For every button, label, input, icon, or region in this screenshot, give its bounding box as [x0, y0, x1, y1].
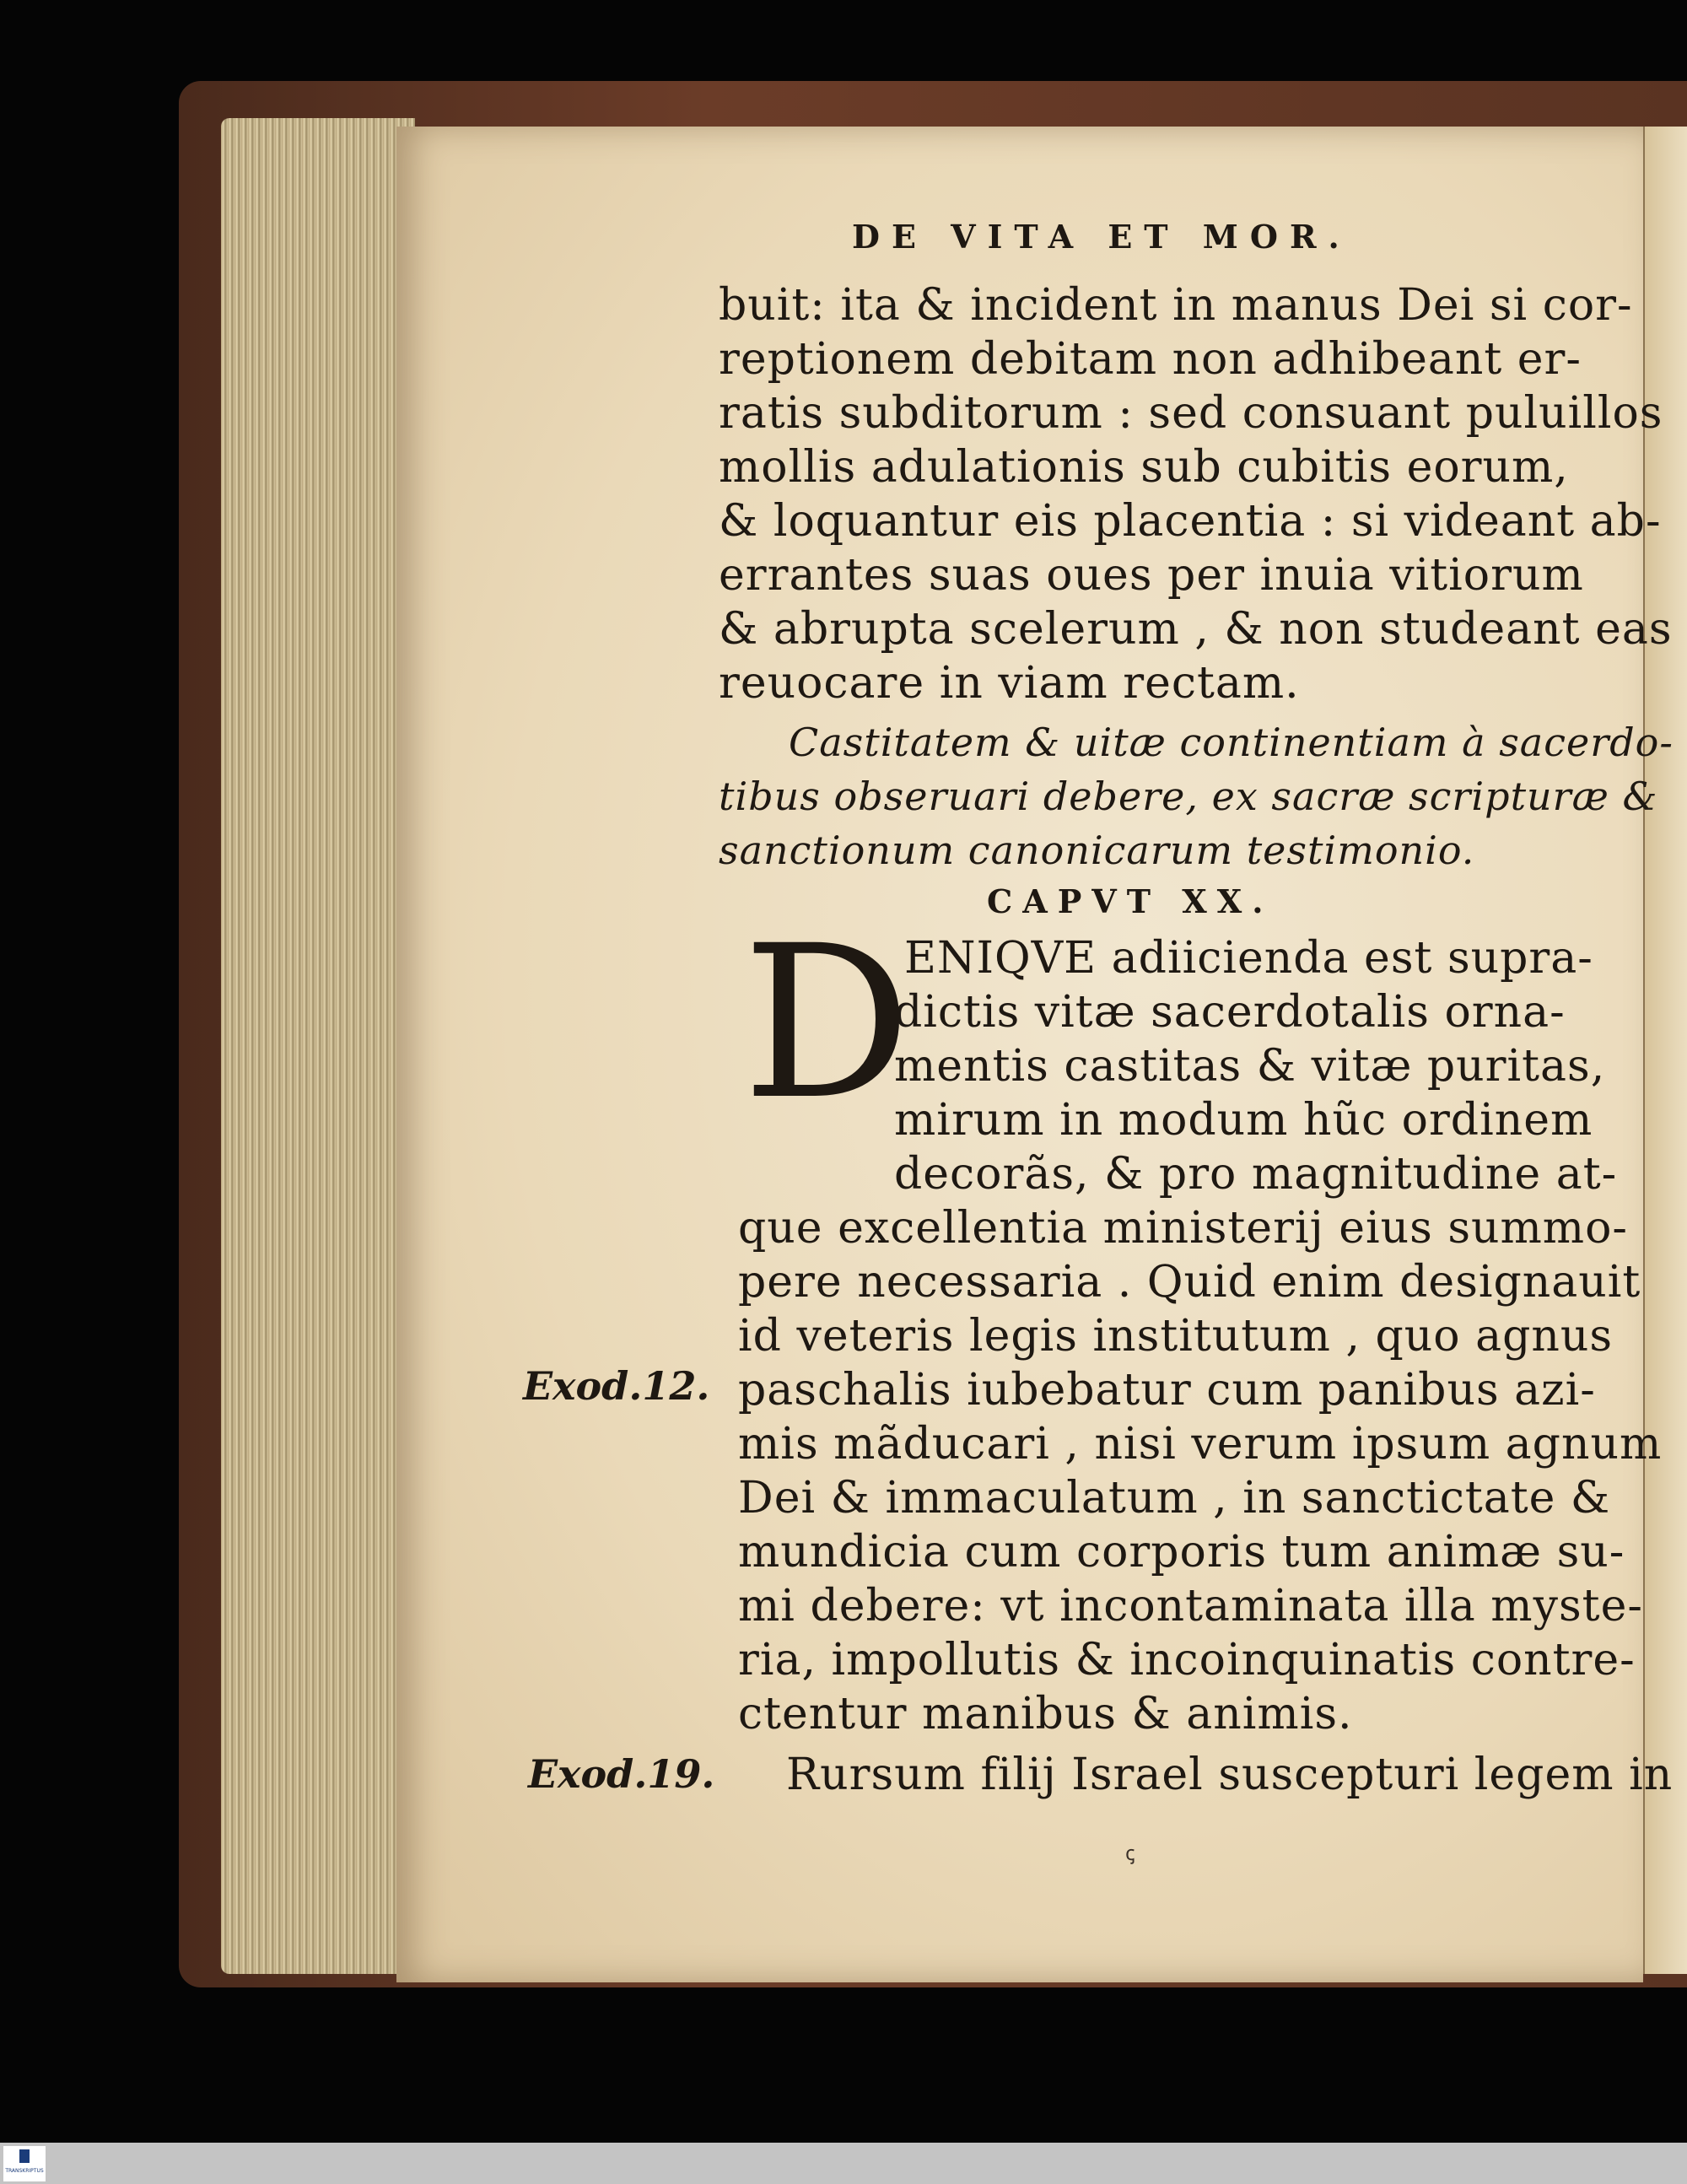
- text-line: mollis adulationis sub cubitis eorum,: [719, 442, 1569, 493]
- chapter-summary-line: sanctionum canonicarum testimonio.: [719, 828, 1475, 873]
- text-line: errantes suas oues per inuia vitiorum: [719, 550, 1584, 601]
- margin-note: Exod.12.: [523, 1363, 710, 1409]
- text-line: decorãs, & pro magnitudine at-: [894, 1149, 1618, 1200]
- text-line: ria, impollutis & incoinquinatis contre-: [738, 1635, 1636, 1685]
- text-line: ratis subditorum : sed consuant puluillos: [719, 388, 1663, 439]
- chapter-heading: CAPVT XX.: [987, 882, 1274, 920]
- text-line: reptionem debitam non adhibeant er-: [719, 334, 1582, 385]
- chapter-summary-line: Castitatem & uitæ continentiam à sacerdo-: [789, 720, 1674, 765]
- text-line: reuocare in viam rectam.: [719, 658, 1300, 709]
- text-line: & loquantur eis placentia : si videant ab-: [719, 496, 1662, 547]
- page-edges: [221, 118, 415, 1974]
- viewer-footer-bar: [0, 2143, 1687, 2184]
- text-line: mirum in modum hũc ordinem: [894, 1095, 1593, 1146]
- text-line: que excellentia ministerij eius summo-: [738, 1203, 1628, 1254]
- text-line: paschalis iubebatur cum panibus azi-: [738, 1365, 1596, 1416]
- text-line: buit: ita & incident in manus Dei si cor-: [719, 280, 1633, 331]
- text-line: mi debere: vt incontaminata illa myste-: [738, 1581, 1643, 1631]
- text-line: mis mãducari , nisi verum ipsum agnum: [738, 1419, 1663, 1469]
- text-line: & abrupta scelerum , & non studeant eas: [719, 604, 1673, 655]
- library-logo: [3, 2146, 46, 2181]
- chapter-summary-line: tibus obseruari debere, ex sacræ scripturæ &: [719, 774, 1658, 819]
- signature-mark: ꞔ: [1125, 1842, 1135, 1865]
- drop-cap-initial: D: [742, 900, 912, 1146]
- text-line: mentis castitas & vitæ puritas,: [894, 1041, 1606, 1092]
- logo-text: TRANSKRIPTUS: [5, 2168, 44, 2174]
- text-line: ENIQVE adiicienda est supra-: [904, 933, 1593, 984]
- text-line: pere necessaria . Quid enim designauit: [738, 1257, 1641, 1308]
- logo-icon: [19, 2149, 30, 2163]
- text-line: dictis vitæ sacerdotalis orna-: [894, 987, 1566, 1038]
- text-line: Rursum filij Israel suscepturi legem in: [786, 1750, 1674, 1800]
- running-head: DE VITA ET MOR.: [852, 218, 1351, 256]
- text-line: ctentur manibus & animis.: [738, 1689, 1353, 1739]
- text-line: id veteris legis institutum , quo agnus: [738, 1311, 1614, 1362]
- text-line: mundicia cum corporis tum animæ su-: [738, 1527, 1625, 1577]
- text-line: Dei & immaculatum , in sanctictate &: [738, 1473, 1611, 1523]
- margin-note: Exod.19.: [528, 1751, 715, 1797]
